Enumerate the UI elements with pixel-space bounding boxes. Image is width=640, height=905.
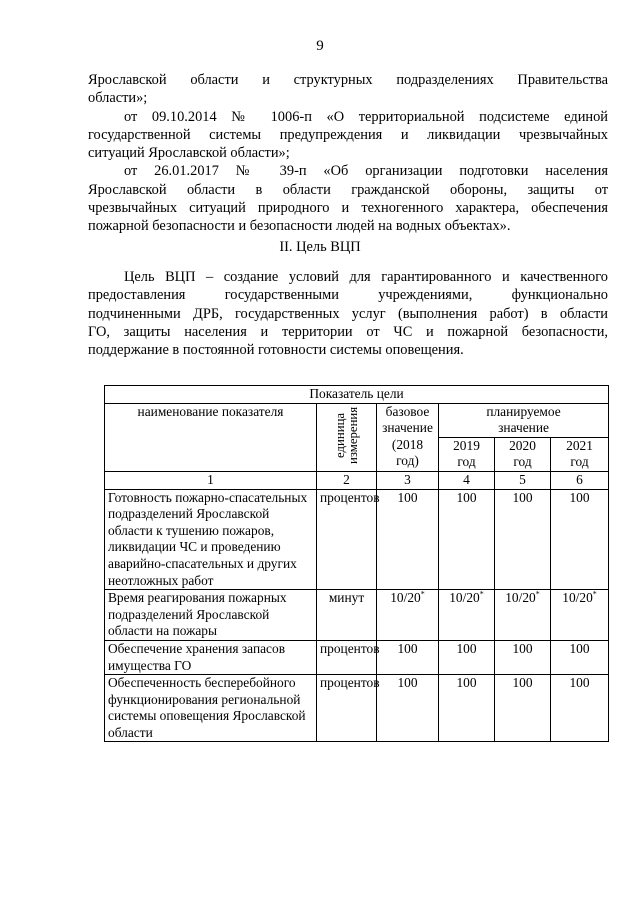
header-year-2020 xyxy=(495,437,551,471)
header-unit-text: единица измерения xyxy=(332,406,360,464)
value-2019: 100 xyxy=(439,675,495,742)
footnote-mark: * xyxy=(535,589,540,599)
header-unit xyxy=(317,403,377,471)
value-2020: 100 xyxy=(495,489,551,590)
indicator-unit: процентов xyxy=(317,640,377,674)
column-number: 4 xyxy=(439,471,495,489)
value-2020: 100 xyxy=(495,640,551,674)
value-2021: 100 xyxy=(551,640,609,674)
column-number: 6 xyxy=(551,471,609,489)
value-text: 10/20 xyxy=(449,590,480,606)
value-2021: 100 xyxy=(551,675,609,742)
decree-39-line: от 26.01.2017 № 39-п «Об организации подготовки населения xyxy=(124,163,608,180)
footnote-mark: * xyxy=(479,589,484,599)
value-2019 xyxy=(439,590,495,641)
indicator-name: Время реагирования пожарных подразделений Ярославской области на пожары xyxy=(105,590,317,641)
value-2020: 100 xyxy=(495,675,551,742)
intro-line: Ярославской области и структурных подразделениях Правительства xyxy=(88,72,608,88)
column-number: 3 xyxy=(377,471,439,489)
goal-line: подчиненными ДРБ, государственных услуг (выполнения работ) в области xyxy=(88,305,608,322)
year-label: 2020 xyxy=(509,437,536,453)
year-suffix: год xyxy=(457,454,476,470)
footnote-mark: * xyxy=(420,589,425,599)
indicator-unit: минут xyxy=(317,590,377,641)
value-2020 xyxy=(495,590,551,641)
year-label: 2019 xyxy=(453,437,480,453)
base-value xyxy=(377,590,439,641)
header-base-line: базовое xyxy=(385,403,430,419)
decree-39-line: пожарной безопасности и безопасности людей на водных объектах». xyxy=(88,218,511,235)
goal-line: предоставления государственными учреждениями, функционально xyxy=(88,287,608,304)
header-base-line: значение xyxy=(382,420,433,436)
footnote-mark: * xyxy=(592,589,597,599)
table-caption: Показатель цели xyxy=(105,386,609,404)
goal-line: ГО, защиты населения и территории от ЧС и пожарной безопасности, xyxy=(88,323,608,340)
value-2019: 100 xyxy=(439,640,495,674)
base-value: 100 xyxy=(377,675,439,742)
year-suffix: год xyxy=(570,454,589,470)
year-label: 2021 xyxy=(566,437,593,453)
decree-1006-line: от 09.10.2014 № 1006-п «О территориальной подсистеме единой xyxy=(124,108,608,125)
table-row xyxy=(105,675,609,742)
value-text: 10/20 xyxy=(390,590,421,606)
value-text: 10/20 xyxy=(505,590,536,606)
column-number: 5 xyxy=(495,471,551,489)
header-year-2019 xyxy=(439,437,495,471)
indicator-name: Обеспеченность бесперебойного функционирования региональной системы оповещения Ярославской области xyxy=(105,675,317,742)
goal-line: Цель ВЦП – создание условий для гарантированного и качественного xyxy=(124,269,608,285)
goal-paragraph xyxy=(88,268,608,359)
table-row xyxy=(105,640,609,674)
indicator-name: Готовность пожарно-спасательных подразделений Ярославской области к тушению пожаров, ликвидации ЧС и проведению аварийно-спасательных и других неотложных работ xyxy=(105,489,317,590)
value-text: 10/20 xyxy=(562,590,593,606)
value-2021 xyxy=(551,590,609,641)
year-suffix: год xyxy=(513,454,532,470)
header-base-line: (2018 xyxy=(391,436,424,452)
intro-block xyxy=(88,71,608,236)
table-row xyxy=(105,590,609,641)
header-planned-line: значение xyxy=(498,420,549,436)
header-planned-value xyxy=(439,403,609,437)
column-number: 1 xyxy=(105,471,317,489)
header-year-2021 xyxy=(551,437,609,471)
page-number: 9 xyxy=(316,38,324,54)
indicator-unit: процентов xyxy=(317,489,377,590)
value-2019: 100 xyxy=(439,489,495,590)
value-2021: 100 xyxy=(551,489,609,590)
base-value: 100 xyxy=(377,489,439,590)
header-base-value xyxy=(377,403,439,471)
decree-1006-line: государственной системы предупреждения и ликвидации чрезвычайных xyxy=(88,126,608,143)
goal-line: поддержание в постоянной готовности системы оповещения. xyxy=(88,342,464,359)
table-row xyxy=(105,489,609,590)
section-heading: II. Цель ВЦП xyxy=(279,239,361,255)
column-number: 2 xyxy=(317,471,377,489)
header-base-line: год) xyxy=(396,453,419,469)
decree-1006-line: ситуаций Ярославской области»; xyxy=(88,145,290,162)
intro-line: области»; xyxy=(88,90,148,107)
header-indicator-name: наименование показателя xyxy=(105,403,317,471)
base-value: 100 xyxy=(377,640,439,674)
decree-39-line: чрезвычайных ситуаций природного и техногенного характера, обеспечения xyxy=(88,200,608,217)
goal-indicator-table xyxy=(104,385,609,742)
indicator-unit: процентов xyxy=(317,675,377,742)
decree-39-line: Ярославской области в области гражданской обороны, защиты от xyxy=(88,181,608,198)
indicator-name: Обеспечение хранения запасов имущества ГО xyxy=(105,640,317,674)
header-planned-line: планируемое xyxy=(486,403,561,419)
